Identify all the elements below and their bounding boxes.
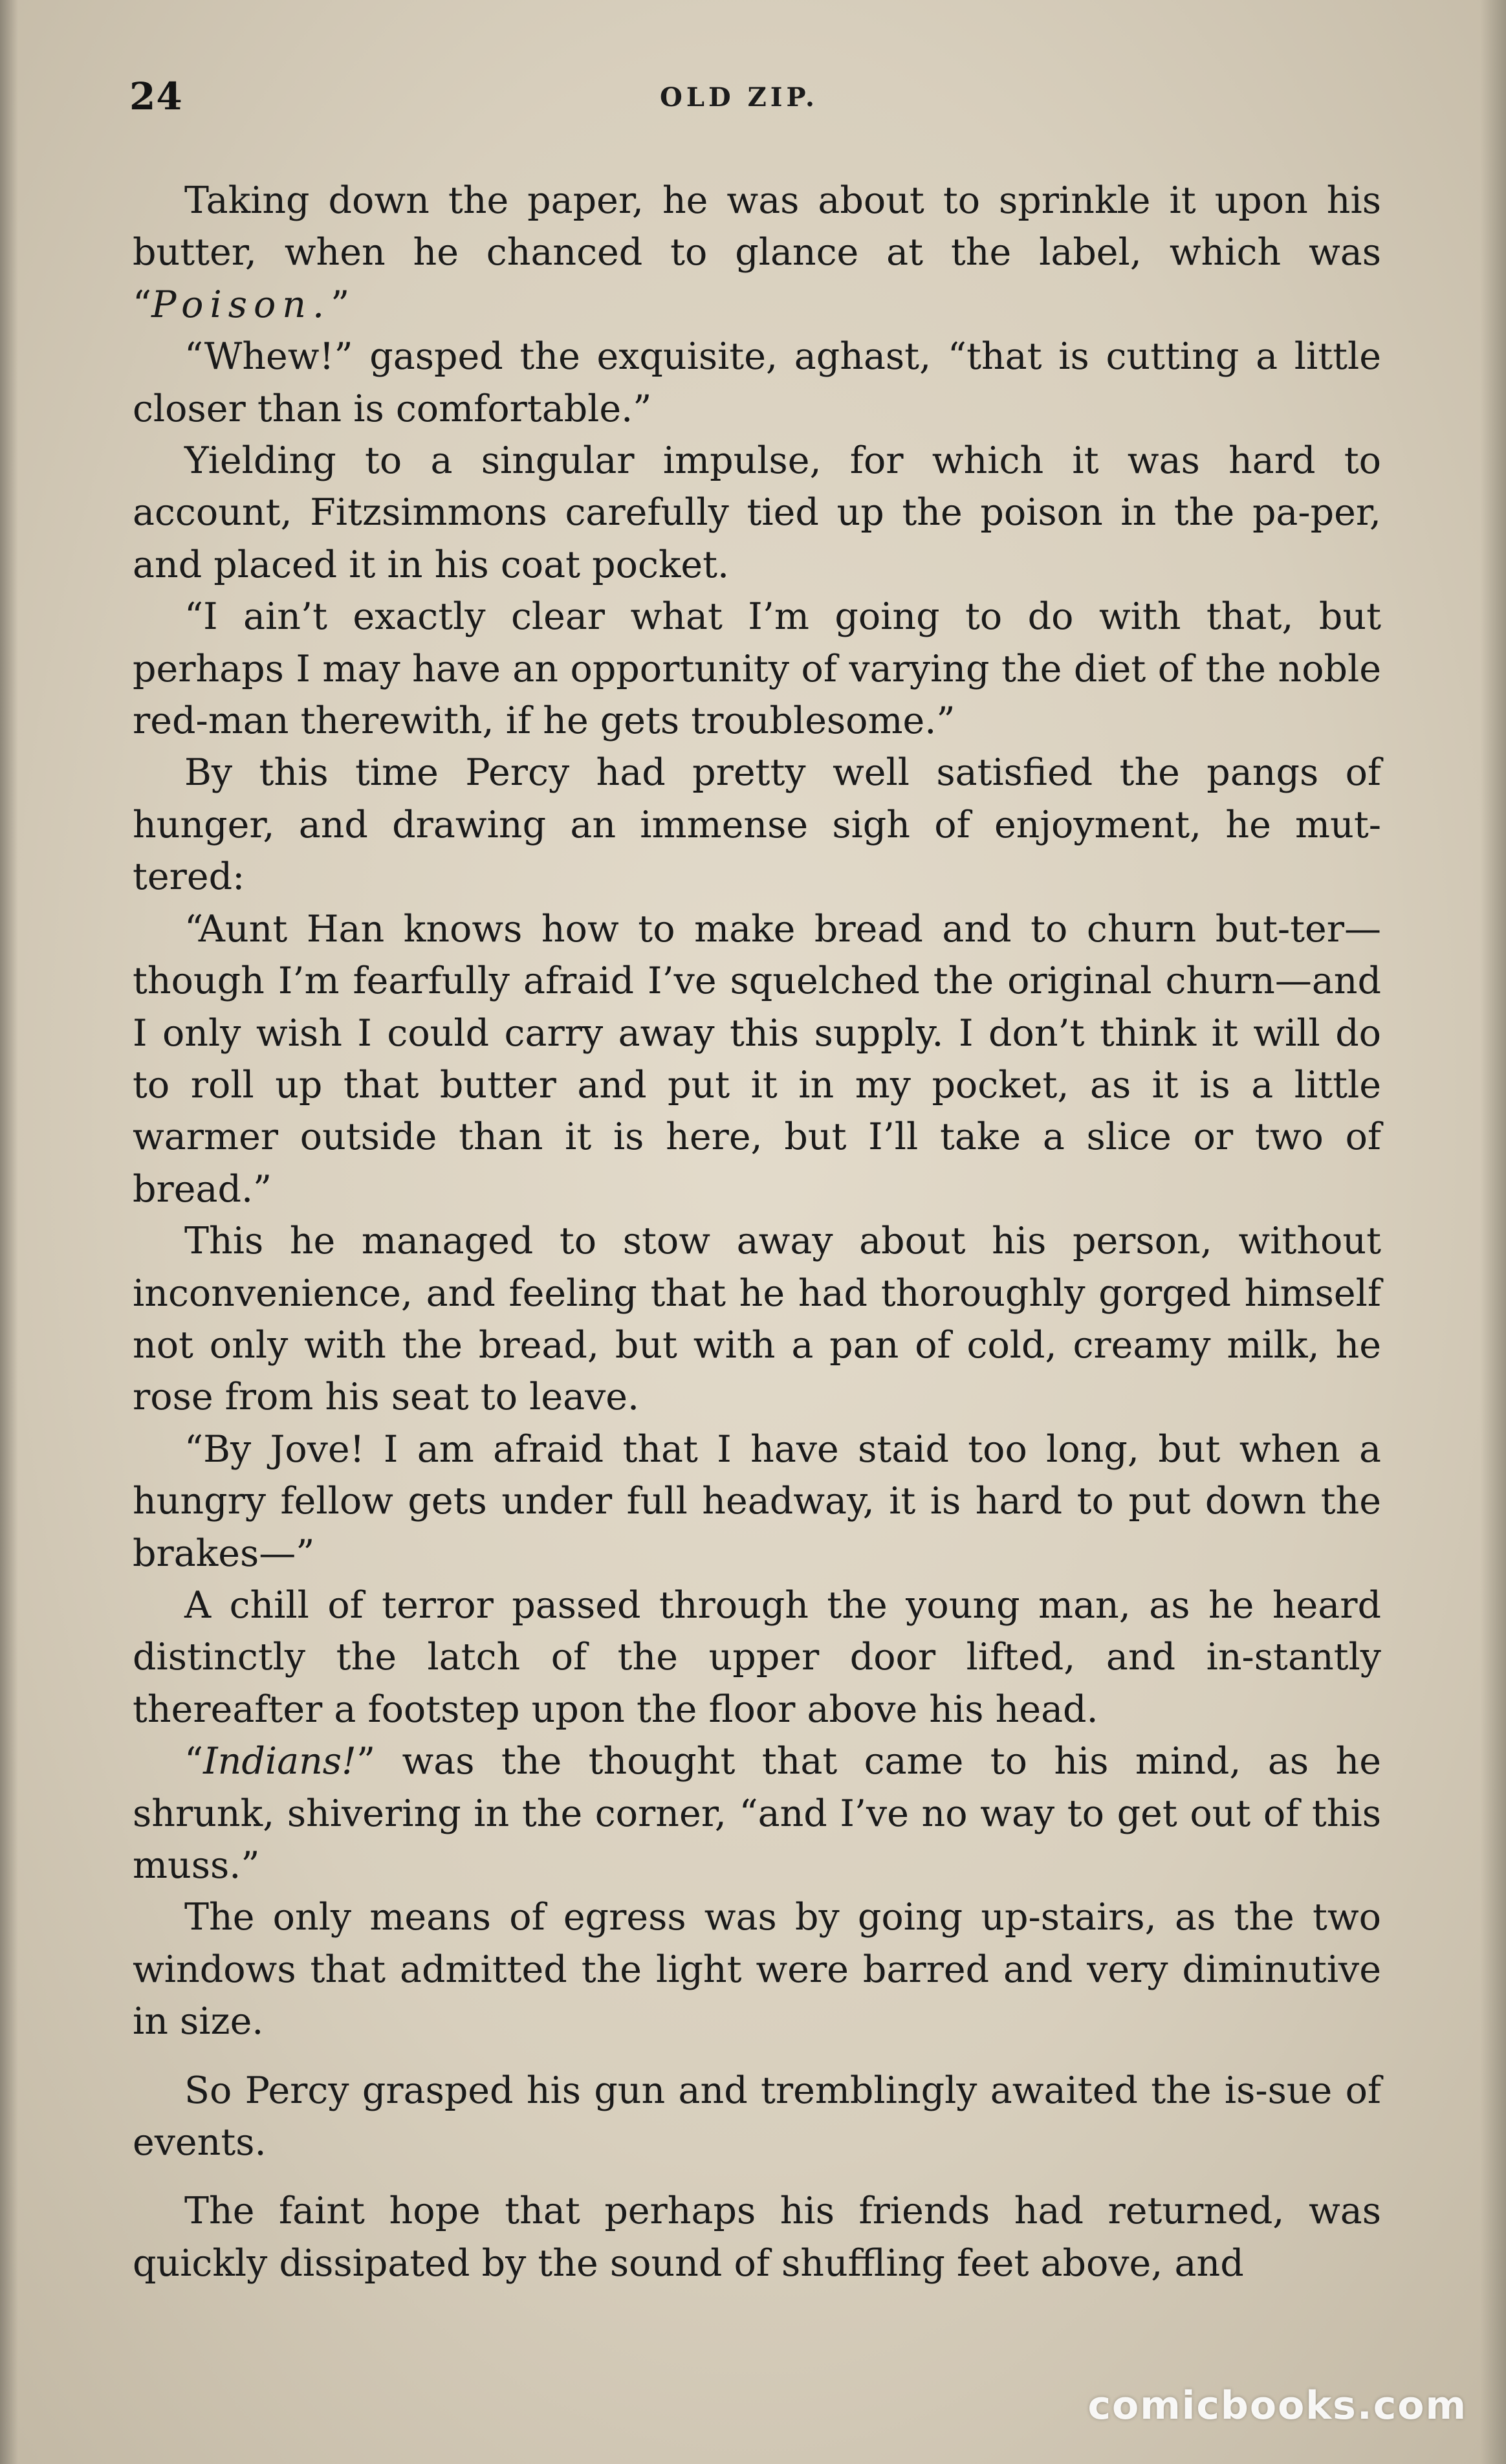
page-number: 24 xyxy=(129,74,183,118)
emphasis: Poison. xyxy=(151,283,331,326)
paragraph: “By Jove! I am afraid that I have staid too long, but when a hungry fellow gets under full headway, it is hard to put down the brakes—” xyxy=(133,1427,1381,1575)
paragraph: “Aunt Han knows how to make bread and to churn but-ter—though I’m fearfully afraid I’ve squelched the original churn—and I only wish I could carry away this supply. I don’t think it will do to roll up that butter and put it in my pocket, as it is a little warmer outside than it is here, but I’ll take a slice or two of bread.” xyxy=(133,907,1381,1211)
page-shadow-left xyxy=(0,0,18,2464)
running-title: OLD ZIP. xyxy=(660,82,818,113)
paragraph: “Whew!” gasped the exquisite, aghast, “that is cutting a little closer than is comfortable.” xyxy=(133,335,1381,430)
paragraph: Yielding to a singular impulse, for which it was hard to account, Fitzsimmons carefully tied up the poison in the pa-per, and placed it in his coat pocket. xyxy=(133,439,1381,586)
paragraph: This he managed to stow away about his person, without inconvenience, and feeling that he had thoroughly gorged himself not only with the bread, but with a pan of cold, creamy milk, he rose from his seat to leave. xyxy=(133,1220,1381,1419)
paragraph: So Percy grasped his gun and tremblingly awaited the is-sue of events. xyxy=(133,2069,1381,2164)
paragraph: “Indians!” was the thought that came to his mind, as he shrunk, shivering in the corner, “and I’ve no way to get out of this muss.” xyxy=(133,1740,1381,1887)
paragraph: “I ain’t exactly clear what I’m going to do with that, but perhaps I may have an opportunity of varying the diet of the noble red-man therewith, if he gets troublesome.” xyxy=(133,595,1381,743)
watermark: comicbooks.com xyxy=(1087,2383,1467,2428)
emphasis: Indians! xyxy=(203,1740,356,1783)
paragraph: The only means of egress was by going up-stairs, as the two windows that admitted the light were barred and very diminutive in size. xyxy=(133,1896,1381,2043)
page-shadow-right xyxy=(1480,0,1506,2464)
paragraph: By this time Percy had pretty well satisfied the pangs of hunger, and drawing an immense sigh of enjoyment, he mut-tered: xyxy=(133,751,1381,899)
paragraph: A chill of terror passed through the young man, as he heard distinctly the latch of the upper door lifted, and in-stantly thereafter a footstep upon the floor above his head. xyxy=(133,1583,1381,1731)
body-text xyxy=(133,175,1381,2289)
paragraph: The faint hope that perhaps his friends had returned, was quickly dissipated by the sound of shuffling feet above, and xyxy=(133,2190,1381,2285)
paragraph: Taking down the paper, he was about to sprinkle it upon his butter, when he chanced to glance at the label, which was “Poison.” xyxy=(133,179,1381,326)
running-head xyxy=(129,74,1378,133)
